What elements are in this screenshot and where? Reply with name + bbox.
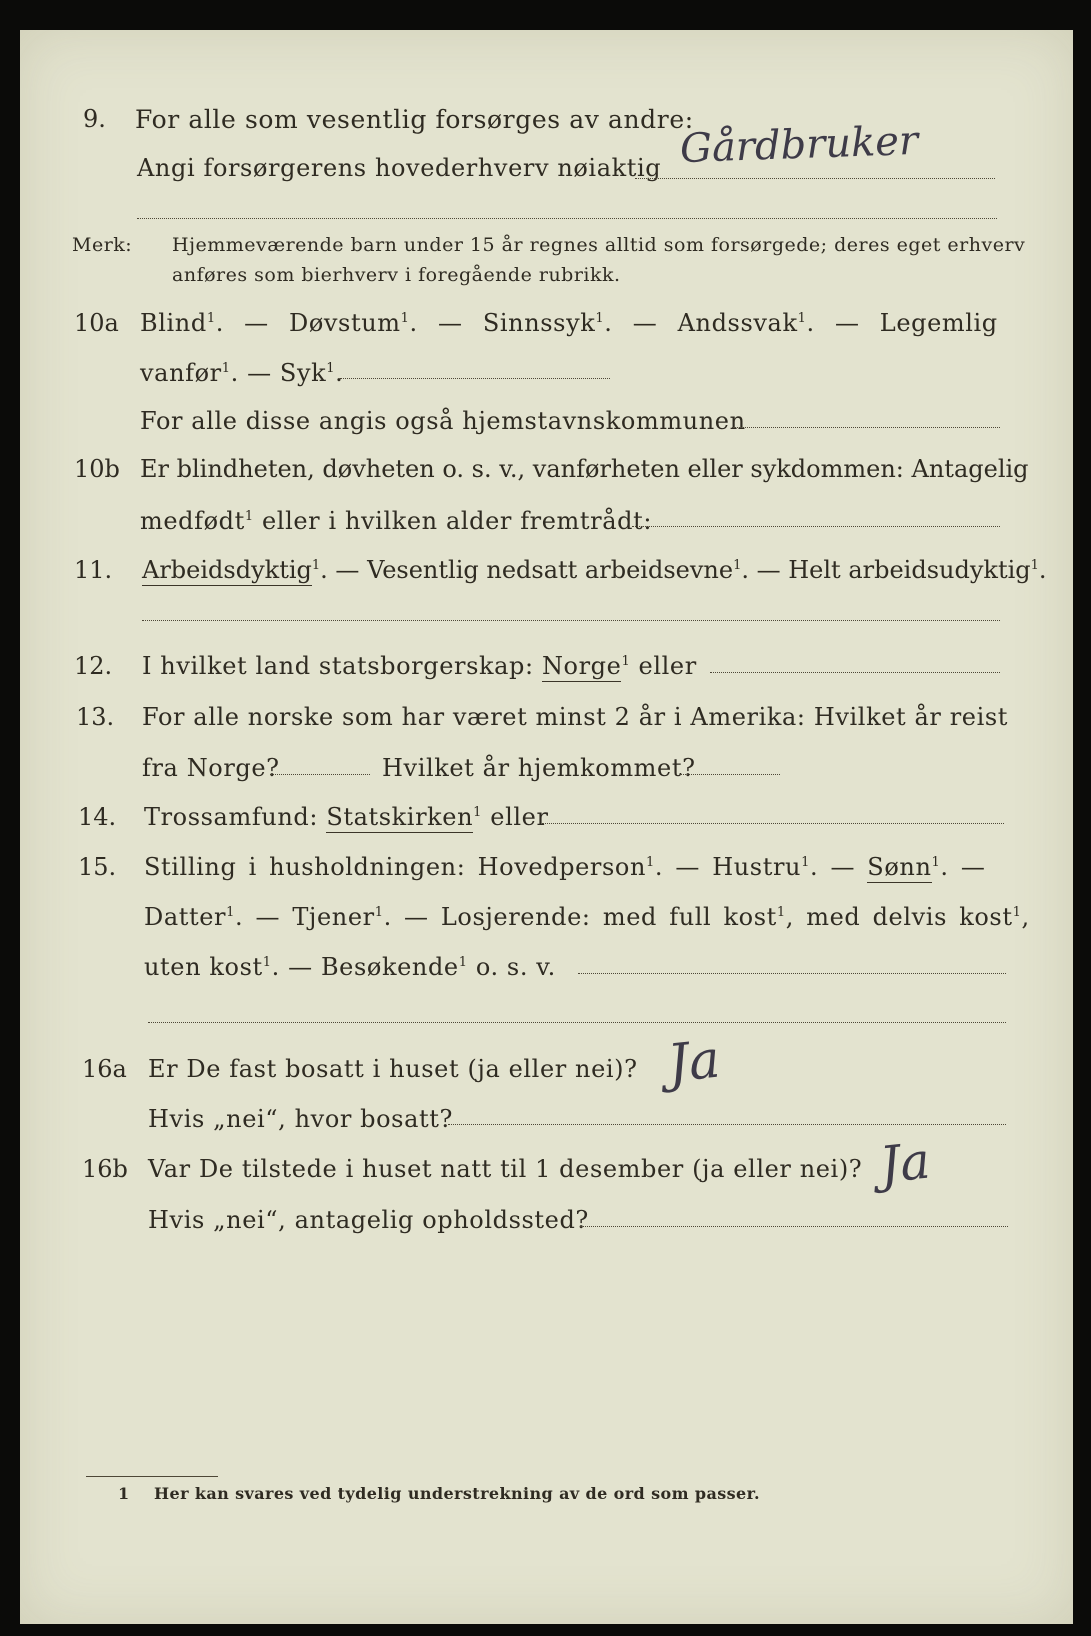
q16b-handwritten-answer: Ja (877, 1131, 933, 1195)
q9-line1: For alle som vesentlig forsørges av andre: (135, 105, 694, 134)
q10b-line2: medfødt$^1$ eller i hvilken alder fremtrådt: (140, 507, 653, 535)
q15-line2: Datter$^1$. — Tjener$^1$. — Losjerende: med full kost$^1$, med delvis kost$^1$, (144, 903, 1030, 931)
q10b-line1: Er blindheten, døvheten o. s. v., vanførheten eller sykdommen: Antagelig (140, 455, 1029, 483)
q9-handwritten-answer: Gårdbruker (679, 117, 919, 173)
q14-number: 14. (78, 803, 117, 831)
q14-line: Trossamfund: Statskirken$^1$ eller (144, 803, 549, 831)
q11-line: Arbeidsdyktig$^1$. — Vesentlig nedsatt arbeidsevne$^1$. — Helt arbeidsudyktig$^1$. (142, 556, 1047, 584)
footnote-rule (86, 1476, 218, 1477)
q15-line3: uten kost$^1$. — Besøkende$^1$ o. s. v. (144, 953, 556, 981)
q12-number: 12. (74, 652, 113, 680)
q15-answer-line (578, 973, 1006, 974)
q15-number: 15. (78, 853, 117, 881)
q16a-bosatt-line (448, 1124, 1006, 1125)
q10a-line3: For alle disse angis også hjemstavnskommunen (140, 407, 746, 435)
q15-line1: Stilling i husholdningen: Hovedperson$^1$. — Hustru$^1$. — Sønn$^1$. — (144, 853, 986, 881)
q16a-handwritten-answer: Ja (665, 1029, 723, 1095)
merk-line1: Hjemmeværende barn under 15 år regnes alltid som forsørgede; deres eget erhverv (172, 234, 1026, 256)
q10b-answer-line (632, 526, 1000, 527)
census-form-page (20, 30, 1073, 1624)
q10a-syk-line (340, 378, 610, 379)
q9-line2: Angi forsørgerens hovederhverv nøiaktig (137, 154, 662, 182)
q9-answer-line (635, 178, 995, 179)
q16b-opholdssted-line (580, 1226, 1008, 1227)
q11-number: 11. (74, 556, 113, 584)
q10a-number: 10a (74, 309, 119, 337)
q16a-line2: Hvis „nei“, hvor bosatt? (148, 1105, 453, 1133)
q16a-line1: Er De fast bosatt i huset (ja eller nei)? (148, 1055, 638, 1083)
q16a-number: 16a (82, 1055, 127, 1083)
q16b-line1: Var De tilstede i huset natt til 1 desember (ja eller nei)? (148, 1155, 863, 1183)
q13-fra-norge: fra Norge? (142, 754, 280, 782)
q10a-line1: Blind$^1$. — Døvstum$^1$. — Sinnssyk$^1$. — Andssvak$^1$. — Legemlig (140, 309, 998, 337)
q12-norge-underlined: Norge (541, 652, 622, 680)
q9-extra-line (137, 218, 997, 219)
q10a-line2: vanfør$^1$. — Syk$^1$. (140, 359, 344, 387)
q12-line: I hvilket land statsborgerskap: Norge$^1$ eller (142, 652, 697, 680)
q10a-hjemstavn-line (732, 427, 1000, 428)
q14-answer-line (542, 823, 1004, 824)
q15-sonn-underlined: Sønn (867, 853, 932, 881)
footnote-mark: 1 (118, 1484, 130, 1503)
q16b-line2: Hvis „nei“, antagelig opholdssted? (148, 1206, 589, 1234)
q11-arbeidsdyktig-underlined: Arbeidsdyktig (142, 556, 312, 584)
q13-number: 13. (76, 703, 115, 731)
q12-answer-line (710, 672, 1000, 673)
q10b-number: 10b (74, 455, 120, 483)
q9-number: 9. (83, 105, 106, 133)
merk-line2: anføres som bierhverv i foregående rubrikk. (172, 264, 621, 286)
q13-reist-line (270, 774, 370, 775)
q13-line1: For alle norske som har været minst 2 år i Amerika: Hvilket år reist (142, 703, 1009, 731)
q13-hjemkommet: Hvilket år hjemkommet? (382, 754, 696, 782)
q13-hjemkommet-line (680, 774, 780, 775)
merk-label: Merk: (72, 234, 133, 256)
q11-extra-line (142, 620, 1000, 621)
q16b-number: 16b (82, 1155, 128, 1183)
footnote-text: Her kan svares ved tydelig understrekning av de ord som passer. (154, 1484, 760, 1503)
q15-extra-line (148, 1022, 1006, 1023)
q14-statskirken-underlined: Statskirken (326, 803, 474, 831)
